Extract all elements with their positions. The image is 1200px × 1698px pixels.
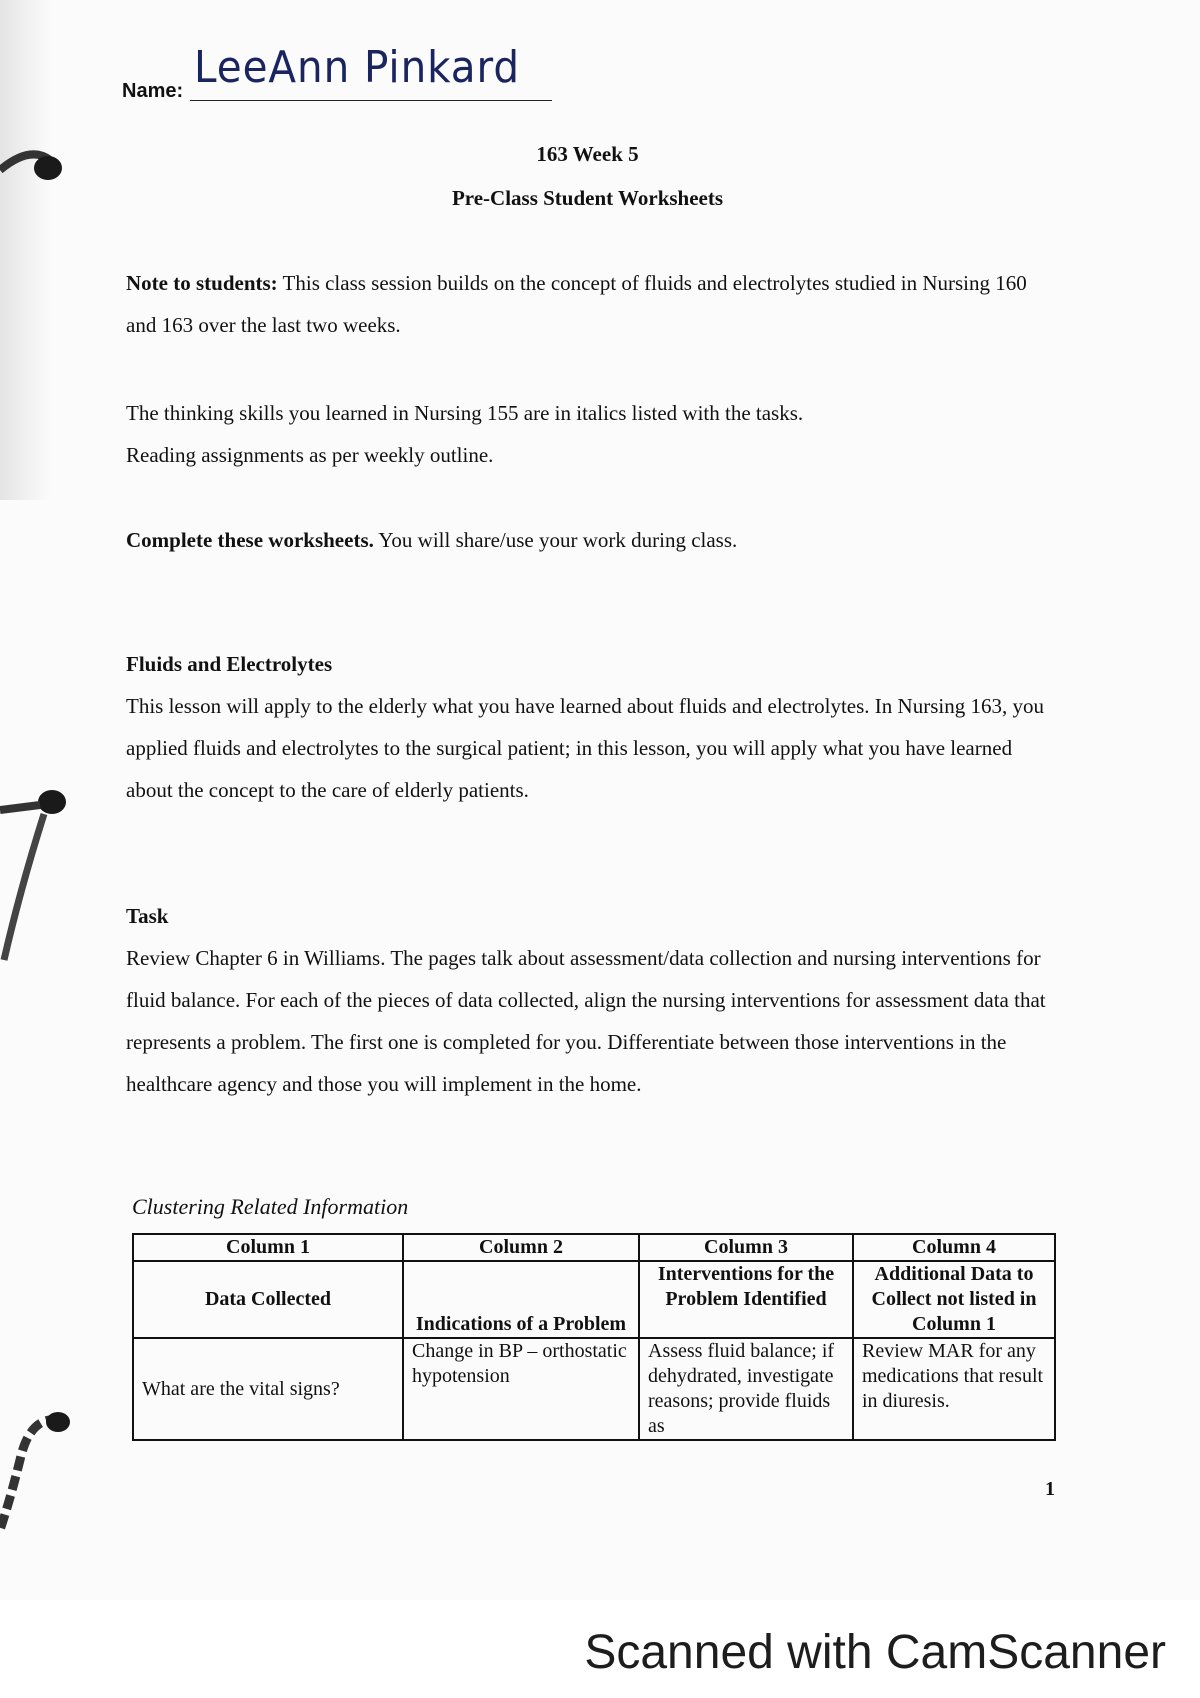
subheader-interventions: Interventions for the Problem Identified xyxy=(639,1261,853,1338)
handwritten-name: LeeAnn Pinkard xyxy=(194,42,520,93)
note-text: This class session builds on the concept of fluids and electrolytes studied in Nursing 160 and 163 over the last two weeks. xyxy=(126,271,1027,337)
fluids-text: This lesson will apply to the elderly what you have learned about fluids and electrolytes. In Nursing 163, you applied fluids and electrolytes to the surgical patient; in this lesson, you will apply what you have learned about the concept to the care of elderly patients. xyxy=(126,694,1044,802)
column-2-header: Column 2 xyxy=(403,1234,639,1261)
thinking-skills-paragraph xyxy=(126,392,1056,476)
complete-text: You will share/use your work during class. xyxy=(373,528,738,552)
binder-ring-bottom xyxy=(0,1400,80,1540)
table-caption: Clustering Related Information xyxy=(132,1194,409,1219)
subheader-data-collected: Data Collected xyxy=(133,1261,403,1338)
binder-ring-middle xyxy=(0,770,80,970)
table-column-header-row xyxy=(133,1234,1055,1261)
thinking-line-1: The thinking skills you learned in Nursing 155 are in italics listed with the tasks. xyxy=(126,401,804,425)
page-edge-shadow xyxy=(0,0,50,500)
name-underline xyxy=(190,100,552,101)
task-text: Review Chapter 6 in Williams. The pages talk about assessment/data collection and nursing interventions for fluid balance. For each of the pieces of data collected, align the nursing interventions for assessment data that represents a problem. The first one is completed for you. Differentiate between those interventions in the healthcare agency and those you will implement in the home. xyxy=(126,946,1046,1096)
page-number: 1 xyxy=(1045,1478,1055,1500)
subheader-additional-data: Additional Data to Collect not listed in Column 1 xyxy=(853,1261,1055,1338)
task-heading: Task xyxy=(126,904,169,928)
worksheet-title: Pre-Class Student Worksheets xyxy=(451,186,724,210)
camscanner-watermark: Scanned with CamScanner xyxy=(584,1626,1166,1679)
fluids-heading: Fluids and Electrolytes xyxy=(126,652,333,676)
name-label: Name: xyxy=(122,80,184,102)
complete-paragraph xyxy=(126,519,1056,561)
table-subheader-row xyxy=(133,1261,1055,1338)
cell-indications: Change in BP – orthostatic hypotension xyxy=(403,1338,639,1440)
thinking-line-2: Reading assignments as per weekly outline. xyxy=(126,443,494,467)
column-3-header: Column 3 xyxy=(639,1234,853,1261)
cell-additional-data: Review MAR for any medications that result in diuresis. xyxy=(853,1338,1055,1440)
week-title: 163 Week 5 xyxy=(536,142,639,166)
clustering-table xyxy=(132,1233,1056,1441)
task-section xyxy=(126,895,1056,1105)
cell-data-collected: What are the vital signs? xyxy=(133,1338,403,1440)
column-4-header: Column 4 xyxy=(853,1234,1055,1261)
note-paragraph xyxy=(126,262,1056,346)
complete-label: Complete these worksheets. xyxy=(126,528,374,552)
note-label: Note to students: xyxy=(126,271,278,295)
fluids-section xyxy=(126,643,1056,811)
subheader-indications: Indications of a Problem xyxy=(403,1261,639,1338)
column-1-header: Column 1 xyxy=(133,1234,403,1261)
cell-interventions: Assess fluid balance; if dehydrated, investigate reasons; provide fluids as xyxy=(639,1338,853,1440)
table-row xyxy=(133,1338,1055,1440)
